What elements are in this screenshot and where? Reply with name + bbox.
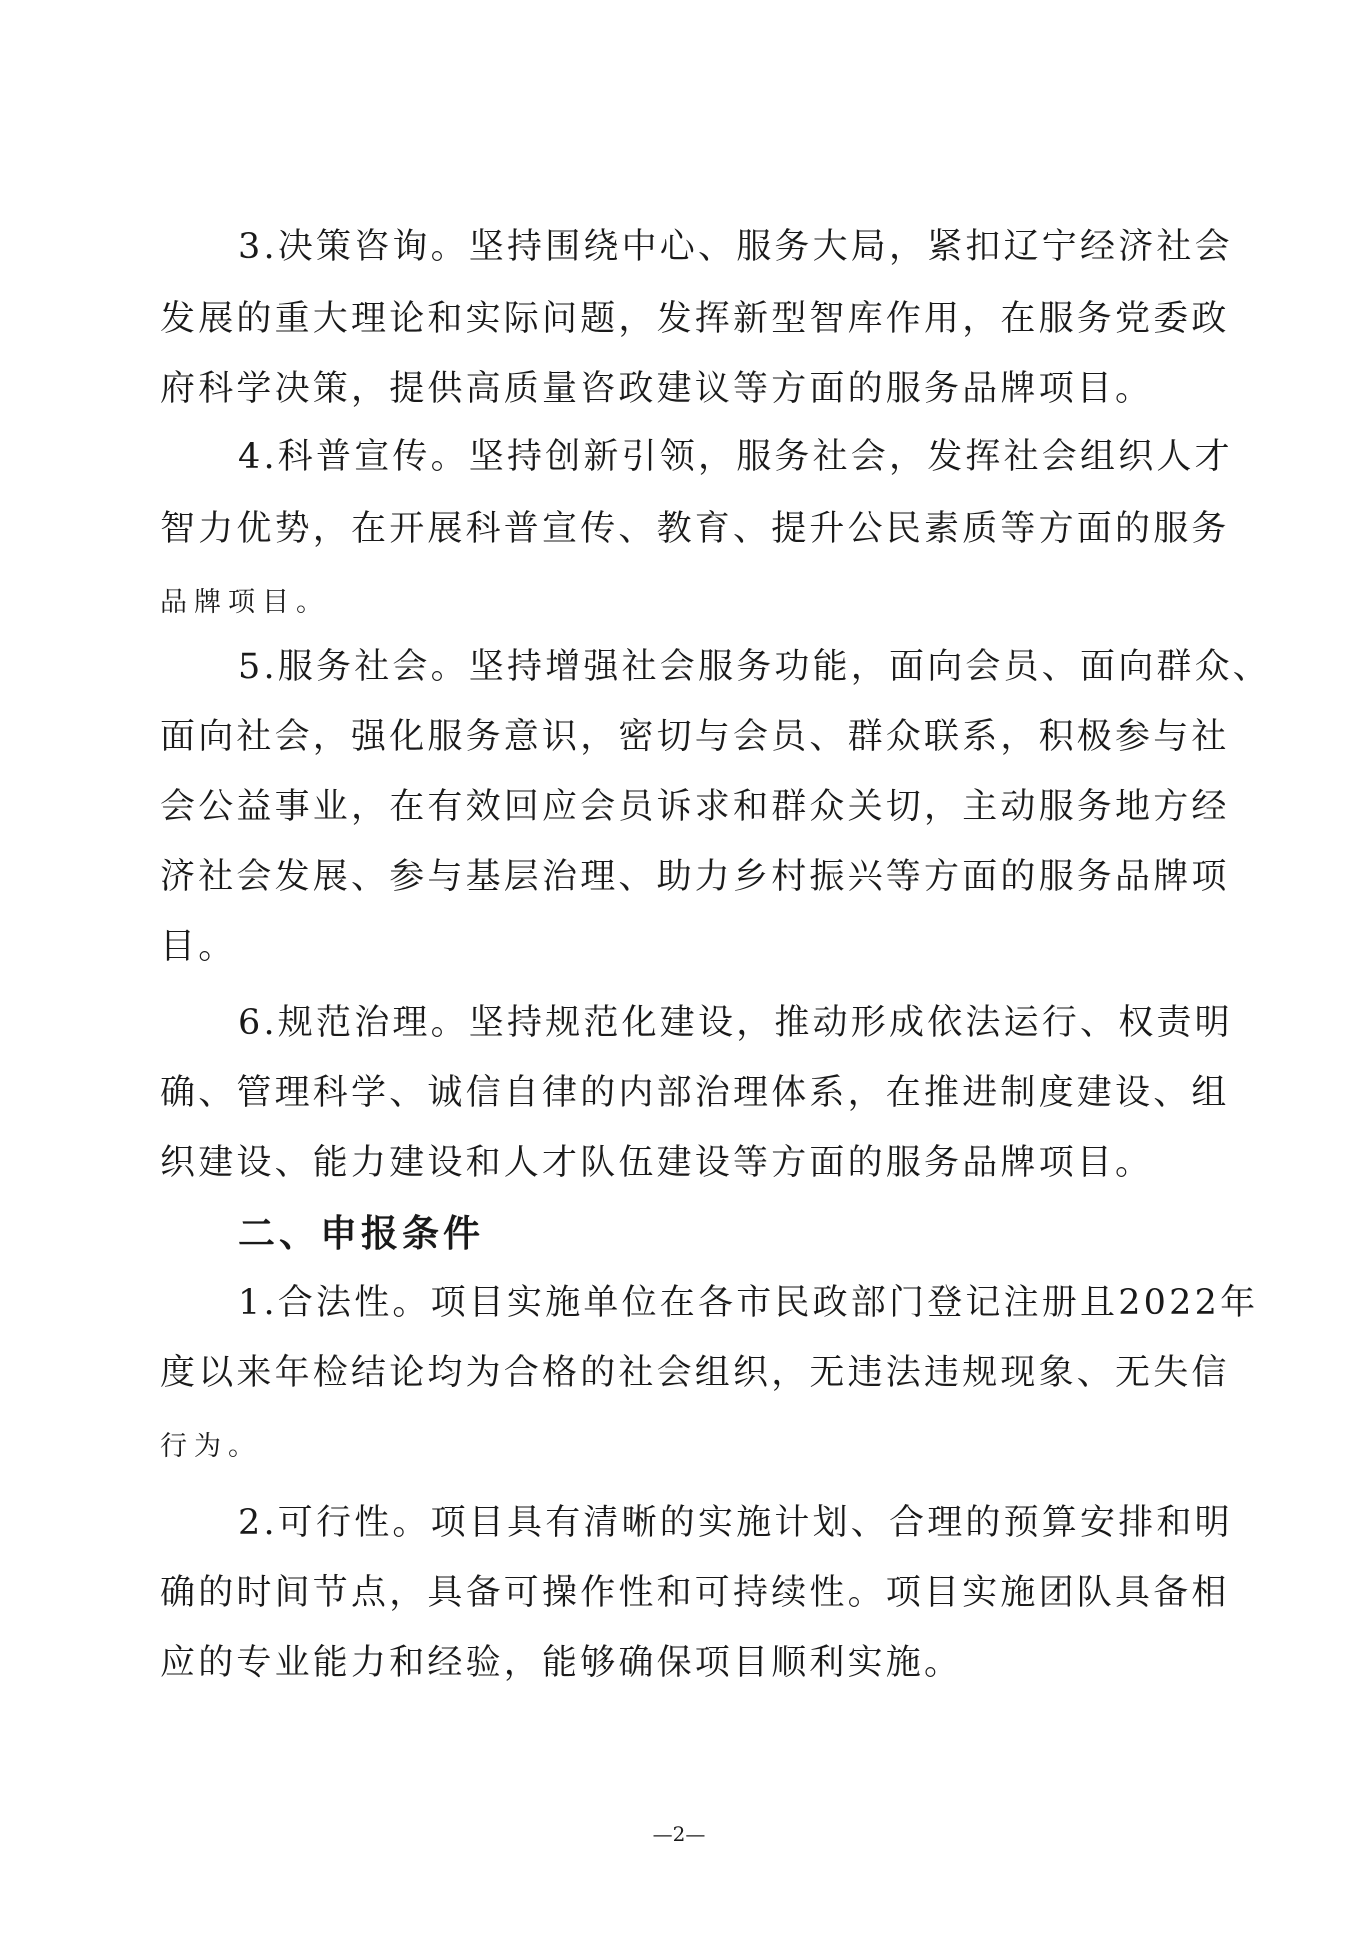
- text-line: 5.服务社会。坚持增强社会服务功能，面向会员、面向群众、: [238, 647, 1271, 687]
- text-line: 织建设、能力建设和人才队伍建设等方面的服务品牌项目。: [160, 1143, 1154, 1183]
- text-line: 4.科普宣传。坚持创新引领，服务社会，发挥社会组织人才: [238, 437, 1233, 477]
- text-line: 目。: [160, 927, 237, 967]
- text-line: 发展的重大理论和实际问题，发挥新型智库作用，在服务党委政: [160, 299, 1230, 339]
- text-line: 确、管理科学、诚信自律的内部治理体系，在推进制度建设、组: [160, 1073, 1230, 1113]
- text-line: 行为。: [160, 1431, 262, 1462]
- text-line: 会公益事业，在有效回应会员诉求和群众关切，主动服务地方经: [160, 787, 1230, 827]
- text-line: 3.决策咨询。坚持围绕中心、服务大局，紧扣辽宁经济社会: [238, 227, 1233, 267]
- text-line: 2.可行性。项目具有清晰的实施计划、合理的预算安排和明: [238, 1503, 1233, 1543]
- section-heading: 二、申报条件: [238, 1212, 484, 1255]
- text-line: 济社会发展、参与基层治理、助力乡村振兴等方面的服务品牌项: [160, 857, 1230, 897]
- text-line: 度以来年检结论均为合格的社会组织，无违法违规现象、无失信: [160, 1353, 1230, 1393]
- text-line: 应的专业能力和经验，能够确保项目顺利实施。: [160, 1643, 963, 1683]
- text-line: 府科学决策，提供高质量咨政建议等方面的服务品牌项目。: [160, 369, 1154, 409]
- text-line: 确的时间节点，具备可操作性和可持续性。项目实施团队具备相: [160, 1573, 1230, 1613]
- text-line: 品牌项目。: [160, 587, 330, 618]
- text-line: 1.合法性。项目实施单位在各市民政部门登记注册且2022年: [238, 1283, 1259, 1323]
- text-line: 6.规范治理。坚持规范化建设，推动形成依法运行、权责明: [238, 1003, 1233, 1043]
- text-line: 面向社会，强化服务意识，密切与会员、群众联系，积极参与社: [160, 717, 1230, 757]
- page-number: —2—: [652, 1822, 706, 1846]
- text-line: 智力优势，在开展科普宣传、教育、提升公民素质等方面的服务: [160, 509, 1230, 549]
